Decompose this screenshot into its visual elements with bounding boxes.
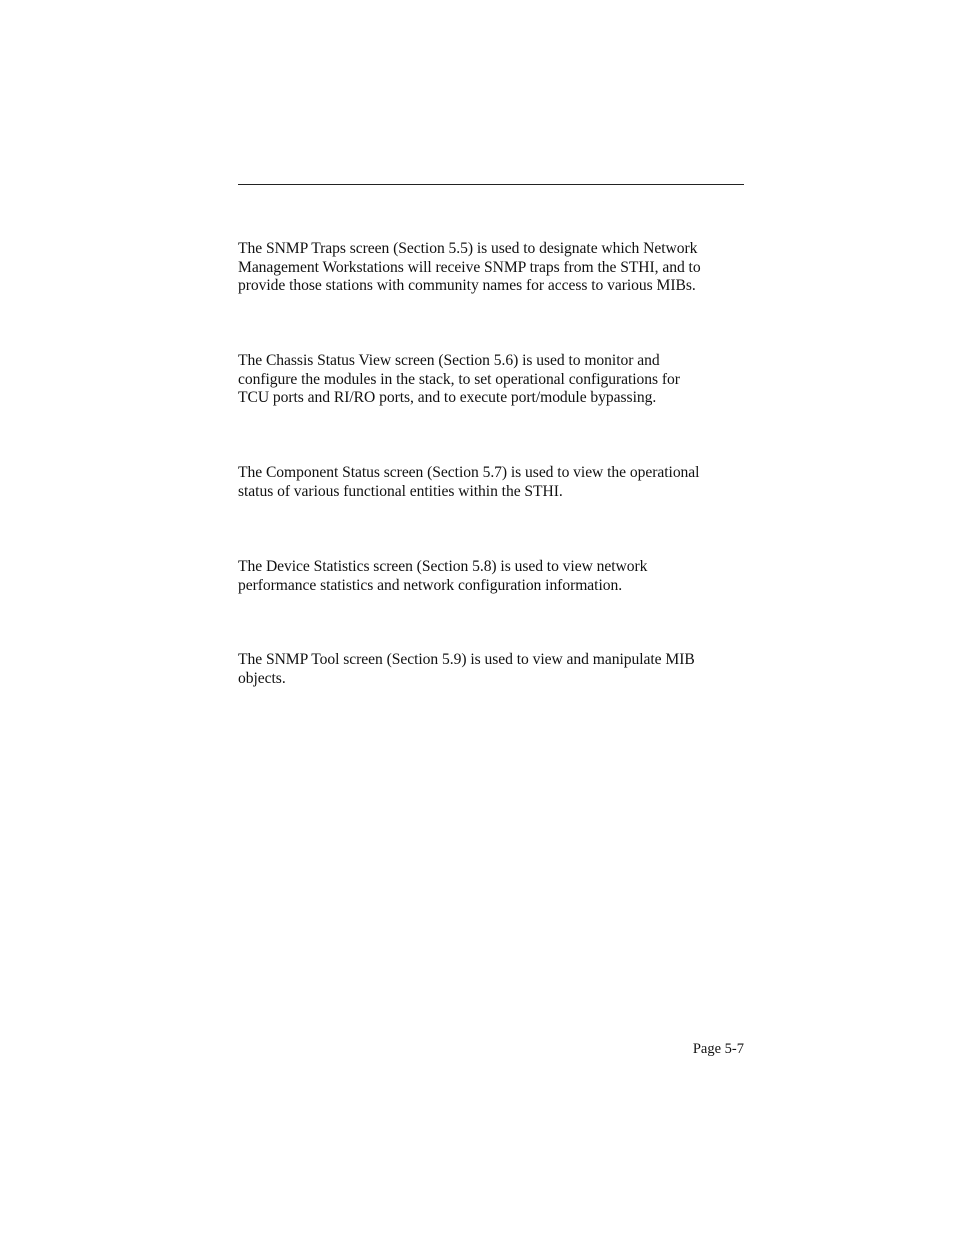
paragraph-line: status of various functional entities within the STHI.	[238, 482, 563, 500]
paragraph-chassis-status-view	[238, 352, 748, 408]
page-number: Page 5-7	[692, 1041, 744, 1057]
paragraph-snmp-traps	[238, 240, 748, 296]
paragraph-line: The Component Status screen (Section 5.7) is used to view the operational	[238, 464, 700, 481]
paragraph-line: provide those stations with community names for access to various MIBs.	[238, 277, 696, 295]
paragraph-line: Management Workstations will receive SNMP traps from the STHI, and to	[238, 258, 701, 276]
header-rule	[238, 184, 744, 185]
paragraph-line: performance statistics and network configuration information.	[238, 576, 623, 594]
paragraph-line: objects.	[238, 669, 286, 687]
paragraph-line: The SNMP Tool screen (Section 5.9) is used to view and manipulate MIB	[238, 651, 695, 668]
paragraph-line: configure the modules in the stack, to set operational configurations for	[238, 370, 680, 388]
paragraph-snmp-tool	[238, 651, 748, 688]
paragraph-line: The Chassis Status View screen (Section 5.6) is used to monitor and	[238, 352, 660, 369]
paragraph-device-statistics	[238, 558, 748, 595]
paragraph-line: The SNMP Traps screen (Section 5.5) is used to designate which Network	[238, 240, 698, 257]
paragraph-line: The Device Statistics screen (Section 5.8) is used to view network	[238, 558, 648, 575]
paragraph-component-status	[238, 464, 748, 501]
paragraph-line: TCU ports and RI/RO ports, and to execute port/module bypassing.	[238, 389, 657, 407]
